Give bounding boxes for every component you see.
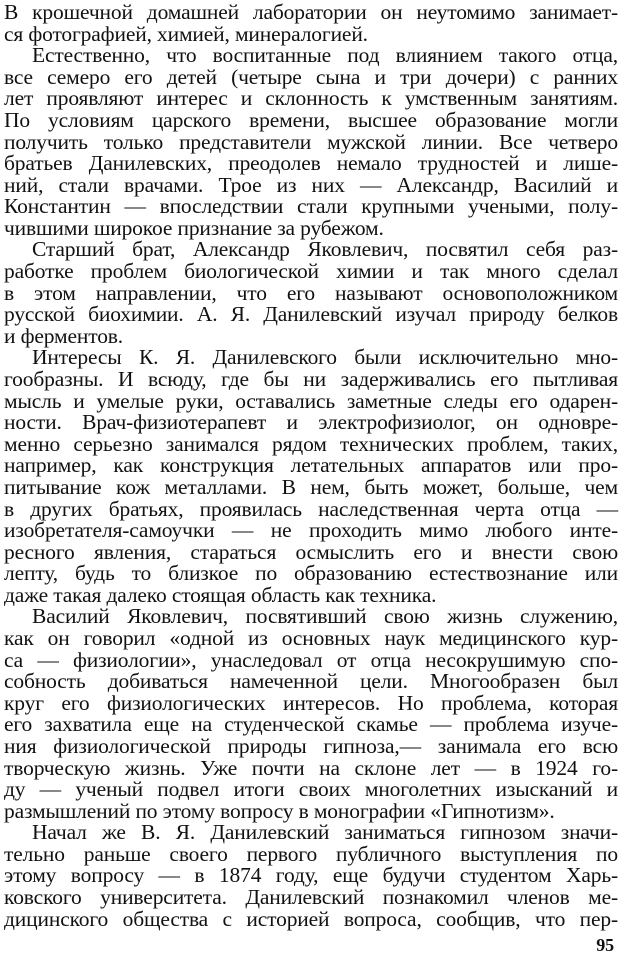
text-line: даже такая далеко стоящая область как техника. xyxy=(4,582,437,607)
text-line: Василий Яковлевич, посвятивший свою жизнь служению, xyxy=(32,604,618,629)
text-line: в этом направлении, что его называют основоположником xyxy=(4,280,618,305)
text-line: мысль и умелые руки, оставались заметные следы его одарен- xyxy=(4,388,618,413)
text-line: ности. Врач-физиотерапевт и электрофизиолог, он одновре- xyxy=(4,410,618,435)
text-line: круг его физиологических интересов. Но проблема, которая xyxy=(4,690,618,715)
text-line: В крошечной домашней лаборатории он неутомимо занимает- xyxy=(4,0,618,24)
text-line: собность добиваться намеченной цели. Многообразен был xyxy=(4,669,618,694)
text-line: дицинского общества с историей вопроса, сообщив, что пер- xyxy=(4,906,618,931)
text-line: лет проявляют интерес и склонность к умственным занятиям. xyxy=(4,86,618,111)
text-line: работке проблем биологической химии и так много сделал xyxy=(4,259,618,283)
text-line: ся фотографией, химией, минералогией. xyxy=(4,21,368,46)
text-line: получить только представители мужской линии. Все четверо xyxy=(4,129,618,154)
text-line: питывание кож металлами. В нем, быть может, больше, чем xyxy=(4,474,618,499)
text-line: братьев Данилевских, преодолев немало трудностей и лише- xyxy=(4,151,618,176)
text-line: и ферментов. xyxy=(4,323,124,348)
page-number: 95 xyxy=(596,935,614,955)
text-line: гообразны. И всюду, где бы ни задерживались его пытливая xyxy=(4,366,618,391)
text-line: его захватила еще на студенческой скамье — проблема изуче- xyxy=(4,712,618,737)
text-line: ния физиологической природы гипноза,— занимала его всю xyxy=(4,733,618,758)
book-page xyxy=(4,0,618,964)
text-line: Естественно, что воспитанные под влиянием такого отца, xyxy=(32,43,618,68)
text-line: ний, стали врачами. Трое из них — Александр, Василий и xyxy=(4,172,618,197)
text-line: Старший брат, Александр Яковлевич, посвятил себя раз- xyxy=(32,237,618,262)
text-line: размышлений по этому вопросу в монографии «Гипнотизм». xyxy=(4,798,555,823)
text-line: Константин — впоследствии стали крупными учеными, полу- xyxy=(4,194,618,219)
text-line: чившими широкое признание за рубежом. xyxy=(4,215,384,240)
text-line: менно серьезно занимался рядом технических проблем, таких, xyxy=(4,431,618,456)
text-line: русской биохимии. А. Я. Данилевский изучал природу белков xyxy=(4,302,618,327)
text-line: ковского университета. Данилевский познакомил членов ме- xyxy=(4,885,618,909)
text-line: например, как конструкция летательных аппаратов или про- xyxy=(4,453,618,478)
text-line: Интересы К. Я. Данилевского были исключительно мно- xyxy=(32,345,618,370)
text-line: все семеро его детей (четыре сына и три дочери) с ранних xyxy=(4,64,618,89)
text-line: По условиям царского времени, высшее образование могли xyxy=(4,107,618,132)
text-line: изобретателя-самоучки — не проходить мимо любого инте- xyxy=(4,518,618,542)
text-line: Начал же В. Я. Данилевский заниматься гипнозом значи- xyxy=(32,820,618,845)
text-line: тельно раньше своего первого публичного выступления по xyxy=(4,841,618,866)
text-line: ду — ученый подвел итоги своих многолетних изысканий и xyxy=(4,777,618,802)
text-line: са — физиологии», унаследовал от отца несокрушимую спо- xyxy=(4,647,618,672)
text-line: как он говорил «одной из основных наук медицинского кур- xyxy=(4,626,618,650)
text-line: этому вопросу — в 1874 году, еще будучи студентом Харь- xyxy=(4,863,618,888)
text-line: ресного явления, стараться осмыслить его и внести свою xyxy=(4,539,618,564)
text-line: лепту, будь то близкое по образованию естествознание или xyxy=(4,561,618,586)
text-line: творческую жизнь. Уже почти на склоне лет — в 1924 го- xyxy=(4,755,618,780)
text-line: в других братьях, проявилась наследственная черта отца — xyxy=(4,496,618,521)
